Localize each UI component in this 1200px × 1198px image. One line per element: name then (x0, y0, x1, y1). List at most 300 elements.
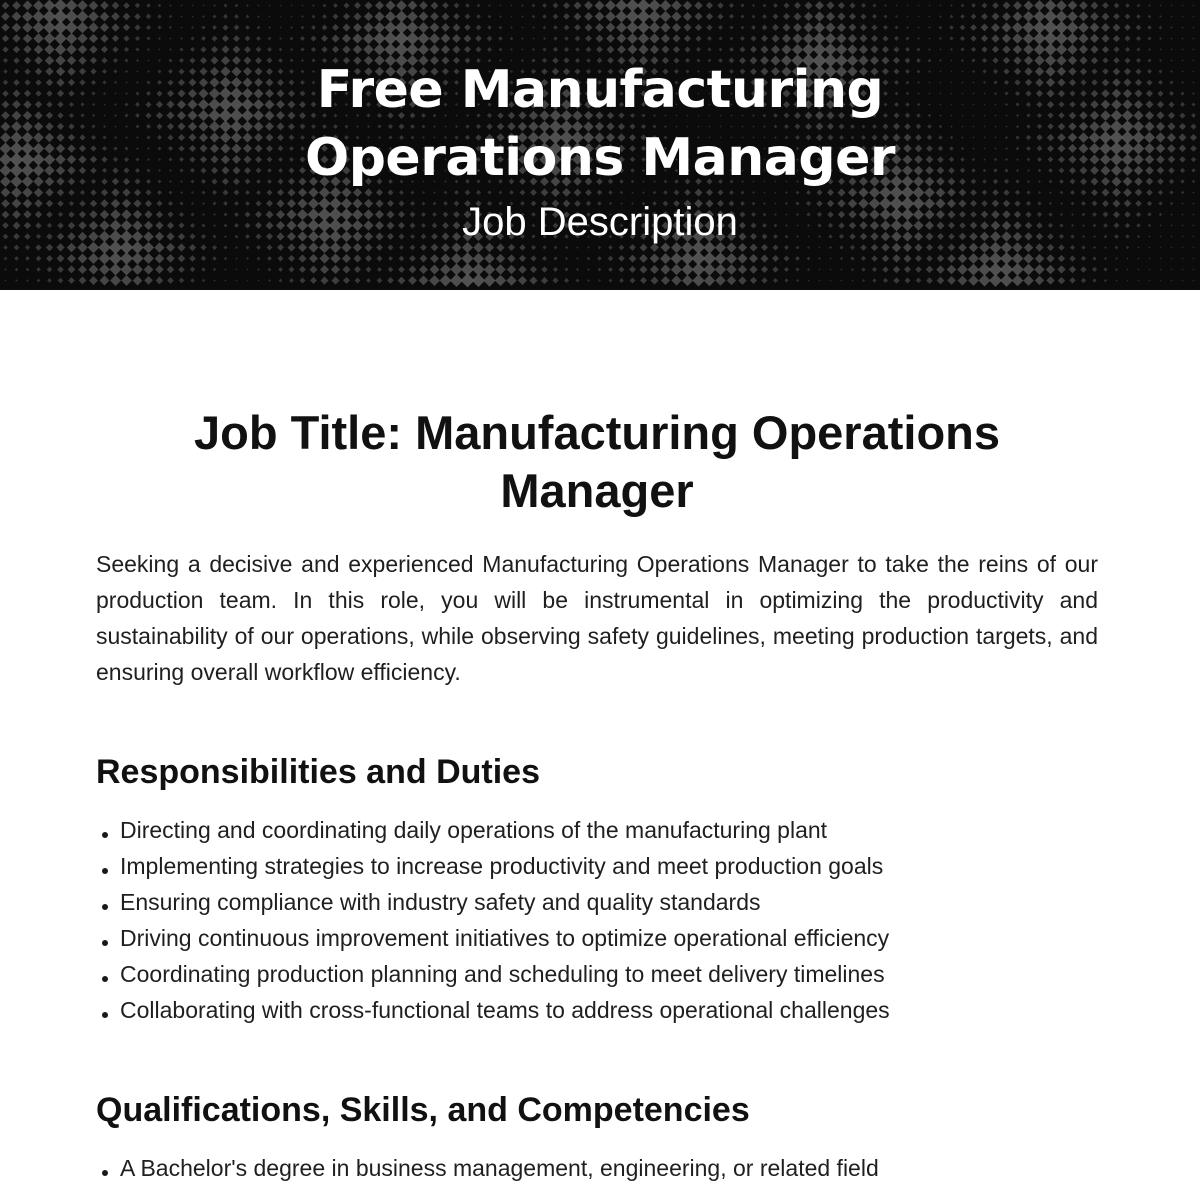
pattern-dot (110, 275, 121, 286)
pattern-dot (926, 255, 933, 262)
pattern-dot (586, 47, 592, 53)
pattern-dot (256, 36, 261, 41)
pattern-dot (1113, 35, 1120, 42)
pattern-dot (309, 254, 318, 263)
pattern-dot (1170, 268, 1172, 270)
pattern-dot (299, 266, 306, 273)
pattern-dot (587, 279, 590, 282)
pattern-dot (1081, 256, 1086, 261)
pattern-dot (2, 35, 9, 42)
pattern-dot (99, 264, 110, 275)
pattern-dot (301, 4, 303, 6)
pattern-dot (553, 256, 557, 260)
pattern-dot (441, 45, 450, 54)
pattern-dot (773, 3, 778, 8)
pattern-dot (1102, 13, 1110, 21)
pattern-dot (1003, 2, 1011, 10)
pattern-dot (906, 37, 910, 41)
pattern-dot (135, 3, 141, 9)
pattern-dot (905, 47, 910, 52)
pattern-dot (807, 246, 810, 249)
pattern-dot (211, 36, 217, 42)
pattern-dot (596, 35, 604, 43)
pattern-dot (406, 43, 418, 55)
pattern-dot (1181, 15, 1183, 17)
pattern-dot (201, 36, 206, 41)
pattern-dot (695, 36, 701, 42)
pattern-dot (584, 1, 593, 10)
pattern-dot (521, 15, 524, 18)
pattern-dot (726, 253, 737, 264)
pattern-dot (353, 255, 361, 263)
pattern-dot (521, 37, 524, 40)
pattern-dot (576, 257, 579, 260)
pattern-dot (510, 4, 512, 6)
pattern-dot (541, 266, 547, 272)
pattern-dot (740, 47, 746, 53)
responsibilities-list (96, 812, 1098, 1028)
pattern-dot (1069, 277, 1075, 283)
pattern-dot (518, 276, 527, 285)
pattern-dot (564, 25, 570, 31)
pattern-dot (190, 47, 195, 52)
pattern-dot (89, 34, 98, 43)
pattern-dot (981, 24, 989, 32)
pattern-dot (1137, 48, 1141, 52)
pattern-dot (595, 12, 605, 22)
pattern-dot (1022, 21, 1034, 33)
pattern-dot (1090, 23, 1100, 33)
pattern-dot (587, 268, 590, 271)
pattern-dot (484, 264, 495, 275)
pattern-dot (661, 276, 670, 285)
pattern-dot (961, 4, 965, 8)
pattern-dot (630, 278, 636, 284)
pattern-dot (960, 25, 966, 31)
pattern-dot (288, 255, 295, 262)
pattern-dot (396, 11, 408, 23)
pattern-dot (807, 279, 809, 281)
pattern-dot (1192, 37, 1194, 39)
qualifications-heading: Qualifications, Skills, and Competencies (96, 1091, 750, 1129)
pattern-dot (991, 34, 999, 42)
pattern-dot (692, 274, 704, 286)
pattern-dot (44, 33, 56, 45)
pattern-dot (1044, 32, 1057, 45)
job-title: Job Title: Manufacturing Operations Manager (193, 406, 1001, 517)
pattern-dot (495, 264, 505, 274)
pattern-dot (565, 246, 568, 249)
pattern-dot (1124, 24, 1131, 31)
pattern-dot (322, 25, 328, 31)
pattern-dot (1002, 45, 1010, 53)
pattern-dot (594, 1, 604, 11)
pattern-dot (530, 255, 536, 261)
pattern-dot (257, 15, 260, 18)
pattern-dot (1056, 11, 1068, 23)
pattern-dot (290, 48, 293, 51)
pattern-dot (58, 278, 64, 284)
pattern-dot (730, 37, 734, 41)
pattern-dot (815, 1, 824, 10)
pattern-dot (968, 275, 979, 286)
pattern-dot (574, 24, 581, 31)
pattern-dot (301, 15, 304, 18)
pattern-dot (761, 35, 768, 42)
pattern-dot (587, 246, 590, 249)
pattern-dot (1181, 4, 1183, 6)
pattern-dot (1058, 255, 1065, 262)
pattern-dot (290, 4, 292, 6)
pattern-dot (968, 264, 980, 276)
pattern-dot (278, 256, 284, 262)
pattern-dot (322, 14, 327, 19)
pattern-dot (320, 277, 328, 285)
pattern-dot (320, 265, 329, 274)
pattern-dot (860, 14, 866, 20)
pattern-dot (1125, 14, 1131, 20)
pattern-dot (12, 12, 22, 22)
pattern-dot (233, 35, 240, 42)
pattern-dot (312, 4, 315, 7)
pattern-dot (300, 36, 305, 41)
pattern-dot (147, 48, 150, 51)
pattern-dot (1011, 263, 1024, 276)
pattern-dot (300, 278, 306, 284)
pattern-dot (650, 277, 658, 285)
pattern-dot (396, 0, 407, 11)
pattern-dot (1069, 266, 1076, 273)
pattern-dot (246, 279, 248, 281)
pattern-dot (824, 43, 836, 55)
pattern-dot (627, 22, 639, 34)
pattern-dot (178, 255, 186, 263)
pattern-dot (607, 46, 615, 54)
pattern-dot (939, 4, 941, 6)
pattern-dot (771, 35, 779, 43)
pattern-dot (939, 15, 942, 18)
pattern-dot (884, 15, 888, 19)
pattern-dot (343, 277, 350, 284)
pattern-dot (661, 45, 669, 53)
pattern-dot (224, 268, 226, 270)
list-item-text: Coordinating production planning and scheduling to meet delivery timelines (120, 961, 885, 987)
pattern-dot (542, 14, 547, 19)
pattern-dot (992, 46, 999, 53)
pattern-dot (465, 3, 470, 8)
pattern-dot (1159, 4, 1161, 6)
pattern-dot (388, 267, 394, 273)
pattern-dot (872, 14, 877, 19)
pattern-dot (717, 2, 723, 8)
pattern-dot (1137, 257, 1139, 259)
pattern-dot (606, 34, 615, 43)
pattern-dot (949, 36, 953, 40)
pattern-dot (499, 48, 503, 52)
pattern-dot (342, 45, 350, 53)
pattern-dot (487, 25, 492, 30)
pattern-dot (926, 266, 933, 273)
pattern-dot (68, 277, 75, 284)
pattern-dot (1124, 35, 1130, 41)
pattern-dot (245, 25, 250, 30)
pattern-dot (575, 36, 581, 42)
pattern-dot (289, 278, 294, 283)
pattern-dot (257, 268, 260, 271)
pattern-dot (22, 22, 32, 32)
pattern-dot (1078, 22, 1089, 33)
pattern-dot (859, 45, 868, 54)
pattern-dot (772, 255, 779, 262)
pattern-dot (618, 255, 625, 262)
pattern-dot (915, 255, 922, 262)
list-item-text: Driving continuous improvement initiatives to optimize operational efficiency (120, 925, 890, 951)
pattern-dot (1170, 15, 1172, 17)
pattern-dot (13, 46, 20, 53)
pattern-dot (683, 23, 691, 31)
pattern-dot (917, 37, 920, 40)
pattern-dot (740, 36, 745, 41)
pattern-dot (1192, 48, 1194, 50)
pattern-dot (355, 278, 361, 284)
pattern-dot (377, 256, 383, 262)
pattern-dot (387, 277, 394, 284)
pattern-dot (189, 255, 196, 262)
pattern-dot (673, 46, 680, 53)
pattern-dot (88, 22, 98, 32)
pattern-dot (649, 33, 659, 43)
pattern-dot (1056, 44, 1067, 55)
pattern-dot (213, 279, 215, 281)
pattern-dot (1125, 47, 1130, 52)
pattern-dot (1101, 34, 1109, 42)
pattern-dot (773, 14, 779, 20)
pattern-dot (180, 4, 182, 6)
pattern-dot (782, 34, 791, 43)
pattern-dot (352, 33, 362, 43)
pattern-dot (576, 279, 580, 283)
pattern-dot (309, 266, 317, 274)
pattern-dot (65, 21, 77, 33)
pattern-dot (135, 36, 140, 41)
bullet-icon (102, 940, 108, 946)
pattern-dot (363, 33, 374, 44)
pattern-dot (671, 264, 682, 275)
pattern-dot (906, 26, 909, 29)
pattern-dot (1148, 4, 1151, 7)
pattern-dot (1103, 267, 1107, 271)
pattern-dot (957, 264, 968, 275)
pattern-dot (1170, 26, 1173, 29)
pattern-dot (597, 256, 602, 261)
pattern-dot (1113, 46, 1119, 52)
pattern-dot (33, 22, 45, 34)
pattern-dot (681, 263, 693, 275)
pattern-dot (121, 275, 132, 286)
pattern-dot (937, 255, 944, 262)
bullet-icon (102, 1170, 108, 1176)
pattern-dot (981, 13, 988, 20)
pattern-dot (406, 32, 419, 45)
pattern-dot (507, 265, 516, 274)
pattern-dot (1192, 268, 1194, 270)
pattern-dot (981, 46, 987, 52)
pattern-dot (342, 24, 350, 32)
pattern-dot (1090, 34, 1099, 43)
pattern-dot (1013, 1, 1022, 10)
pattern-dot (373, 32, 385, 44)
pattern-dot (660, 0, 671, 11)
pattern-dot (825, 22, 835, 32)
pattern-dot (650, 265, 659, 274)
pattern-dot (706, 2, 713, 9)
pattern-dot (2, 46, 8, 52)
pattern-dot (818, 279, 820, 281)
pattern-dot (849, 3, 855, 9)
pattern-dot (1035, 276, 1044, 285)
pattern-dot (246, 268, 248, 270)
pattern-dot (694, 1, 702, 9)
pattern-dot (861, 256, 866, 261)
pattern-dot (1148, 37, 1152, 41)
pattern-dot (661, 34, 670, 43)
pattern-dot (377, 267, 382, 272)
pattern-dot (564, 36, 569, 41)
pattern-dot (638, 33, 649, 44)
pattern-dot (684, 47, 690, 53)
pattern-dot (784, 278, 788, 282)
pattern-dot (319, 253, 329, 263)
pattern-dot (958, 254, 968, 264)
pattern-dot (1126, 246, 1129, 249)
pattern-dot (1034, 44, 1045, 55)
pattern-dot (706, 13, 713, 20)
pattern-dot (66, 0, 78, 11)
pattern-dot (660, 253, 671, 264)
pattern-dot (1034, 0, 1045, 11)
pattern-dot (224, 257, 227, 260)
pattern-dot (564, 267, 568, 271)
pattern-dot (124, 47, 129, 52)
pattern-dot (123, 13, 131, 21)
pattern-dot (201, 267, 206, 272)
pattern-dot (388, 256, 393, 261)
pattern-dot (598, 268, 602, 272)
pattern-dot (202, 15, 205, 18)
list-item (96, 848, 1098, 884)
pattern-dot (323, 4, 327, 8)
pattern-dot (235, 4, 239, 8)
pattern-dot (719, 48, 723, 52)
pattern-dot (290, 26, 293, 29)
pattern-dot (279, 15, 281, 17)
pattern-dot (1102, 46, 1109, 53)
pattern-dot (333, 14, 339, 20)
pattern-dot (495, 275, 506, 286)
pattern-dot (191, 15, 193, 17)
pattern-dot (628, 45, 638, 55)
pattern-dot (783, 13, 790, 20)
pattern-dot (836, 44, 847, 55)
pattern-dot (374, 44, 385, 55)
pattern-dot (441, 23, 450, 32)
pattern-dot (354, 266, 361, 273)
pattern-dot (950, 15, 954, 19)
pattern-dot (840, 279, 842, 281)
pattern-dot (77, 0, 88, 11)
pattern-dot (707, 36, 712, 41)
pattern-dot (213, 15, 217, 19)
pattern-dot (741, 15, 745, 19)
header-banner (0, 0, 1200, 290)
pattern-dot (202, 26, 206, 30)
pattern-dot (44, 44, 54, 54)
pattern-dot (928, 37, 930, 39)
pattern-dot (1192, 246, 1194, 248)
pattern-dot (312, 15, 316, 19)
pattern-dot (749, 265, 757, 273)
pattern-dot (246, 257, 249, 260)
pattern-dot (321, 35, 328, 42)
pattern-dot (814, 11, 824, 21)
pattern-dot (1023, 33, 1034, 44)
pattern-dot (89, 265, 99, 275)
pattern-dot (696, 47, 701, 52)
pattern-dot (1034, 264, 1044, 274)
pattern-dot (100, 34, 108, 42)
pattern-dot (89, 1, 99, 11)
pattern-dot (683, 12, 692, 21)
pattern-dot (89, 276, 98, 285)
pattern-dot (553, 25, 558, 30)
pattern-dot (450, 263, 462, 275)
pattern-dot (1102, 2, 1109, 9)
pattern-dot (430, 12, 439, 21)
pattern-dot (608, 267, 613, 272)
pattern-dot (144, 265, 154, 275)
pattern-dot (1067, 33, 1078, 44)
pattern-dot (1013, 45, 1022, 54)
pattern-dot (883, 278, 888, 283)
pattern-dot (650, 254, 660, 264)
pattern-dot (331, 277, 339, 285)
pattern-dot (453, 13, 460, 20)
pattern-dot (310, 277, 317, 284)
pattern-dot (826, 1, 834, 9)
pattern-dot (1002, 12, 1011, 21)
pattern-dot (78, 265, 87, 274)
pattern-dot (903, 255, 911, 263)
pattern-dot (112, 46, 118, 52)
pattern-dot (563, 13, 570, 20)
pattern-dot (409, 255, 416, 262)
pattern-dot (233, 46, 241, 54)
pattern-dot (979, 253, 991, 265)
pattern-dot (871, 35, 878, 42)
pattern-dot (1000, 274, 1013, 287)
pattern-dot (532, 4, 536, 8)
pattern-dot (694, 12, 702, 20)
pattern-dot (521, 4, 524, 7)
pattern-dot (2, 2, 10, 10)
list-item-text: A Bachelor's degree in business management, engineering, or related field (120, 1155, 879, 1181)
pattern-dot (1137, 268, 1139, 270)
pattern-dot (418, 22, 429, 33)
pattern-dot (109, 252, 122, 265)
pattern-dot (895, 15, 898, 18)
pattern-dot (268, 15, 270, 17)
pattern-dot (542, 47, 546, 51)
